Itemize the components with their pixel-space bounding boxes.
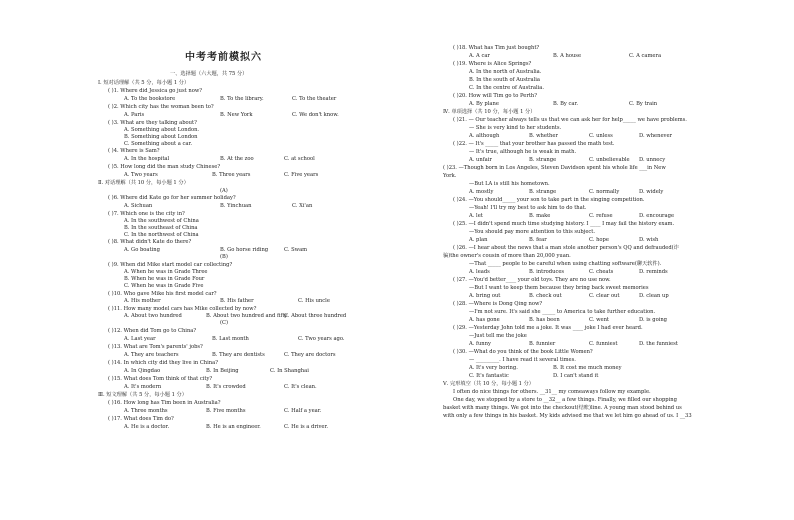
option: B. strange xyxy=(529,157,557,163)
option: A. In Qingdao xyxy=(124,368,161,374)
option: C. funniest xyxy=(589,341,618,347)
option: A. They are teachers xyxy=(124,352,179,358)
option: C. They are doctors xyxy=(284,352,336,358)
response: —You should pay more attention to this subject. xyxy=(469,229,596,235)
option: C. When he was in Grade Five xyxy=(124,283,204,289)
question: ( )13. What are Tom's parents' jobs? xyxy=(108,344,203,350)
option: B. strange xyxy=(529,189,557,195)
option: A. although xyxy=(469,133,500,139)
option: C. clear out xyxy=(589,293,620,299)
option: A. When he was in Grade Three xyxy=(124,269,208,275)
option: B. Yinchuan xyxy=(220,203,252,209)
option: B. has been xyxy=(529,317,560,323)
option: C. About three hundred xyxy=(284,313,347,319)
option: C. normally xyxy=(589,189,620,195)
response: — It's true, although he is weak in math. xyxy=(469,149,577,155)
option: C. In Shanghai xyxy=(270,368,309,374)
option: A. Two years xyxy=(124,172,158,178)
option: A. leads xyxy=(469,269,490,275)
passage-line: I often do nice things for others. __31__ my comeaways follow my example. xyxy=(453,389,651,395)
question-continued: 骗)the owner's cousin of more than 20,000 yuan. xyxy=(443,253,571,259)
option: B. It cost me much money xyxy=(553,365,622,371)
question: ( )3. What are they talking about? xyxy=(108,120,197,126)
option: B. New York xyxy=(220,112,253,118)
option: A. He is a doctor. xyxy=(124,424,170,430)
option: B. It's crowded xyxy=(206,384,246,390)
option: B. Five months xyxy=(206,408,246,414)
question: ( )9. When did Mike start model car collecting? xyxy=(108,262,233,268)
question: ( )2. Which city has the woman been to? xyxy=(108,104,214,110)
option: B. In Beijing xyxy=(206,368,239,374)
passage-line: One day, we stopped by a store to __32__ a few things. Finally, we filled our shopping xyxy=(453,397,677,403)
option: C. He is a driver. xyxy=(284,424,329,430)
option: C. It's fantastic xyxy=(469,373,509,379)
response: —Just tell me the joke xyxy=(469,333,527,339)
option: D. the funniest xyxy=(639,341,678,347)
option: B. He is an engineer. xyxy=(206,424,261,430)
response: —But I want to keep them because they bring back sweet memories xyxy=(469,285,649,291)
option: C. unless xyxy=(589,133,613,139)
passage-line: basket with many things. We got into the checkout(结账)line. A young man stood behind us xyxy=(443,405,682,411)
option: B. About two hundred and fifty xyxy=(206,313,288,319)
option: C. In the centre of Australia. xyxy=(469,85,545,91)
question: ( )1. Where did Jessica go just now? xyxy=(108,88,203,94)
section-heading: Ⅴ. 完形填空（共 10 分，每小题 1 分） xyxy=(443,381,534,387)
option: A. unfair xyxy=(469,157,492,163)
question: ( )6. Where did Kate go for her summer holiday? xyxy=(108,195,236,201)
option: A. funny xyxy=(469,341,491,347)
option: A. By plane xyxy=(469,101,499,107)
option: D. clean up xyxy=(639,293,669,299)
option: A. In the north of Australia. xyxy=(469,69,542,75)
option: D. I can't stand it xyxy=(553,373,599,379)
option: A. let xyxy=(469,213,483,219)
question: ( )27. —You'd better____ your old toys. They are no use now. xyxy=(453,277,611,283)
option: C. Five years xyxy=(284,172,319,178)
option: D. encourage xyxy=(639,213,675,219)
option: A. His mother xyxy=(124,298,161,304)
section-heading: Ⅲ. 短文理解（共 5 分，每小题 1 分） xyxy=(98,392,187,398)
option: B. Something about London xyxy=(124,134,198,140)
option: C. hope xyxy=(589,237,609,243)
option: B. His father xyxy=(220,298,254,304)
option: B. check out xyxy=(529,293,562,299)
option: A. Last year xyxy=(124,336,156,342)
option: A. Something about London. xyxy=(124,127,200,133)
question: ( )22. — It's _____ that your brother has passed the math test. xyxy=(453,141,615,147)
option: C. To the theater xyxy=(292,96,337,102)
option: B. In the south of Australia xyxy=(469,77,541,83)
option: A. In the hospital xyxy=(124,156,170,162)
option: B. introduces xyxy=(529,269,565,275)
option: B. Last month xyxy=(212,336,249,342)
subsection-label: (C) xyxy=(220,320,229,326)
option: D. widely xyxy=(639,189,664,195)
option: C. We don't know. xyxy=(292,112,339,118)
question: ( )18. What has Tim just bought? xyxy=(453,45,540,51)
question: ( )20. How will Tim go to Perth? xyxy=(453,93,538,99)
option: D. is going xyxy=(639,317,668,323)
option: A. To the bookstore xyxy=(124,96,176,102)
part-title: 一、选择题（六大题，共 75 分） xyxy=(170,71,248,77)
response: — _________. I have read it several times. xyxy=(469,357,576,363)
option: C. Swam xyxy=(284,247,308,253)
option: C. By train xyxy=(629,101,658,107)
option: D. whenever xyxy=(639,133,673,139)
option: B. At the zoo xyxy=(220,156,254,162)
section-heading: Ⅳ. 单项选择（共 10 分，每小题 1 分） xyxy=(443,109,536,115)
option: A. About two hundred xyxy=(124,313,182,319)
option: D. unnecy xyxy=(639,157,666,163)
option: A. Paris xyxy=(124,112,145,118)
question: ( )15. What does Tom think of that city? xyxy=(108,376,213,382)
option: C. A camera xyxy=(629,53,662,59)
subsection-label: (A) xyxy=(220,188,228,194)
option: B. fear xyxy=(529,237,547,243)
option: C. refuse xyxy=(589,213,613,219)
option: C. cheats xyxy=(589,269,614,275)
question: ( )12. When did Tom go to China? xyxy=(108,328,197,334)
option: B. They are dentists xyxy=(212,352,265,358)
response: —I'm not sure. It's said she _____ to America to take further education. xyxy=(469,309,656,315)
response: —Yeah! I'll try my best to ask him to do that. xyxy=(469,205,587,211)
response: — She is very kind to her students. xyxy=(469,125,562,131)
section-heading: Ⅰ. 短对话理解（共 5 分，每小题 1 分） xyxy=(98,80,190,86)
question: ( )29. —Yesterday John told me a joke. It was ____ joke I had ever heard. xyxy=(453,325,643,331)
option: B. To the library. xyxy=(220,96,264,102)
section-heading: Ⅱ. 对话理解（共 10 分，每小题 1 分） xyxy=(98,180,189,186)
page-title: 中考考前模拟六 xyxy=(185,52,262,63)
option: A. Three months xyxy=(124,408,168,414)
option: C. went xyxy=(589,317,610,323)
question: ( )19. Where is Alice Springs? xyxy=(453,61,532,67)
question: ( )5. How long did the man study Chinese? xyxy=(108,164,221,170)
passage-line: with only a few things in his basket. My kids advised me that we let him go ahead of us. I __33 xyxy=(443,413,692,419)
option: A. It's very boring. xyxy=(469,365,518,371)
question: ( )16. How long has Tim been in Australia? xyxy=(108,400,221,406)
option: A. In the southwest of China xyxy=(124,218,199,224)
question: ( )26. —I hear about the news that a man stole another person's QQ and defrauded(诈 xyxy=(453,245,679,251)
option: C. Something about a car. xyxy=(124,141,193,147)
option: A. has gone xyxy=(469,317,500,323)
option: C. at school xyxy=(284,156,315,162)
option: B. funnier xyxy=(529,341,556,347)
question: ( )7. Which one is the city in? xyxy=(108,211,185,217)
option: A. It's modern xyxy=(124,384,162,390)
question: ( )28. —Where is Dong Qing now? xyxy=(453,301,543,307)
option: B. When he was in Grade Four xyxy=(124,276,205,282)
option: B. A house xyxy=(553,53,582,59)
question: ( )17. What does Tim do? xyxy=(108,416,174,422)
question: ( )21. — Our teacher always tells us that we can ask her for help_____ we have problems. xyxy=(453,117,687,123)
option: C. Half a year. xyxy=(284,408,322,414)
option: B. whether xyxy=(529,133,558,139)
option: C. unbelievable xyxy=(589,157,630,163)
question: ( )14. In which city did they live in China? xyxy=(108,360,219,366)
option: B. In the southeast of China xyxy=(124,225,198,231)
option: C. Two years ago. xyxy=(298,336,345,342)
option: D. wish xyxy=(639,237,659,243)
option: C. It's clean. xyxy=(284,384,317,390)
option: C. Xi'an xyxy=(292,203,313,209)
option: A. bring out xyxy=(469,293,501,299)
option: A. Sichuan xyxy=(124,203,153,209)
response: —That _____ people to be careful when using chatting software(聊天软件). xyxy=(469,261,662,267)
option: B. make xyxy=(529,213,551,219)
option: B. By car. xyxy=(553,101,579,107)
question: ( )8. What didn't Kate do there? xyxy=(108,239,192,245)
option: B. Go horse riding xyxy=(220,247,269,253)
option: A. mostly xyxy=(469,189,494,195)
option: A. Go boating xyxy=(124,247,160,253)
question-continued: York. xyxy=(443,173,457,179)
option: C. In the northwest of China xyxy=(124,232,199,238)
option: B. Three years xyxy=(212,172,251,178)
response: —But LA is still his hometown. xyxy=(469,181,550,187)
option: D. reminds xyxy=(639,269,668,275)
question: ( )4. Where is Sam? xyxy=(108,148,160,154)
option: A. plan xyxy=(469,237,488,243)
question: ( )30. —What do you think of the book Little Women? xyxy=(453,349,593,355)
option: A. A car xyxy=(469,53,490,59)
question: ( )10. Who gave Mike his first model car? xyxy=(108,291,217,297)
question: ( )23. —Though born in Los Angeles, Steven Davidson spent his whole life ___in New xyxy=(443,165,666,171)
subsection-label: (B) xyxy=(220,254,228,260)
option: C. His uncle xyxy=(298,298,330,304)
question: ( )25. —I didn't spend much time studying history. I ____ I may fail the history exam. xyxy=(453,221,675,227)
question: ( )11. How many model cars has Mike collected by now? xyxy=(108,306,257,312)
question: ( )24. —You should_____ your son to take part in the singing competition. xyxy=(453,197,645,203)
